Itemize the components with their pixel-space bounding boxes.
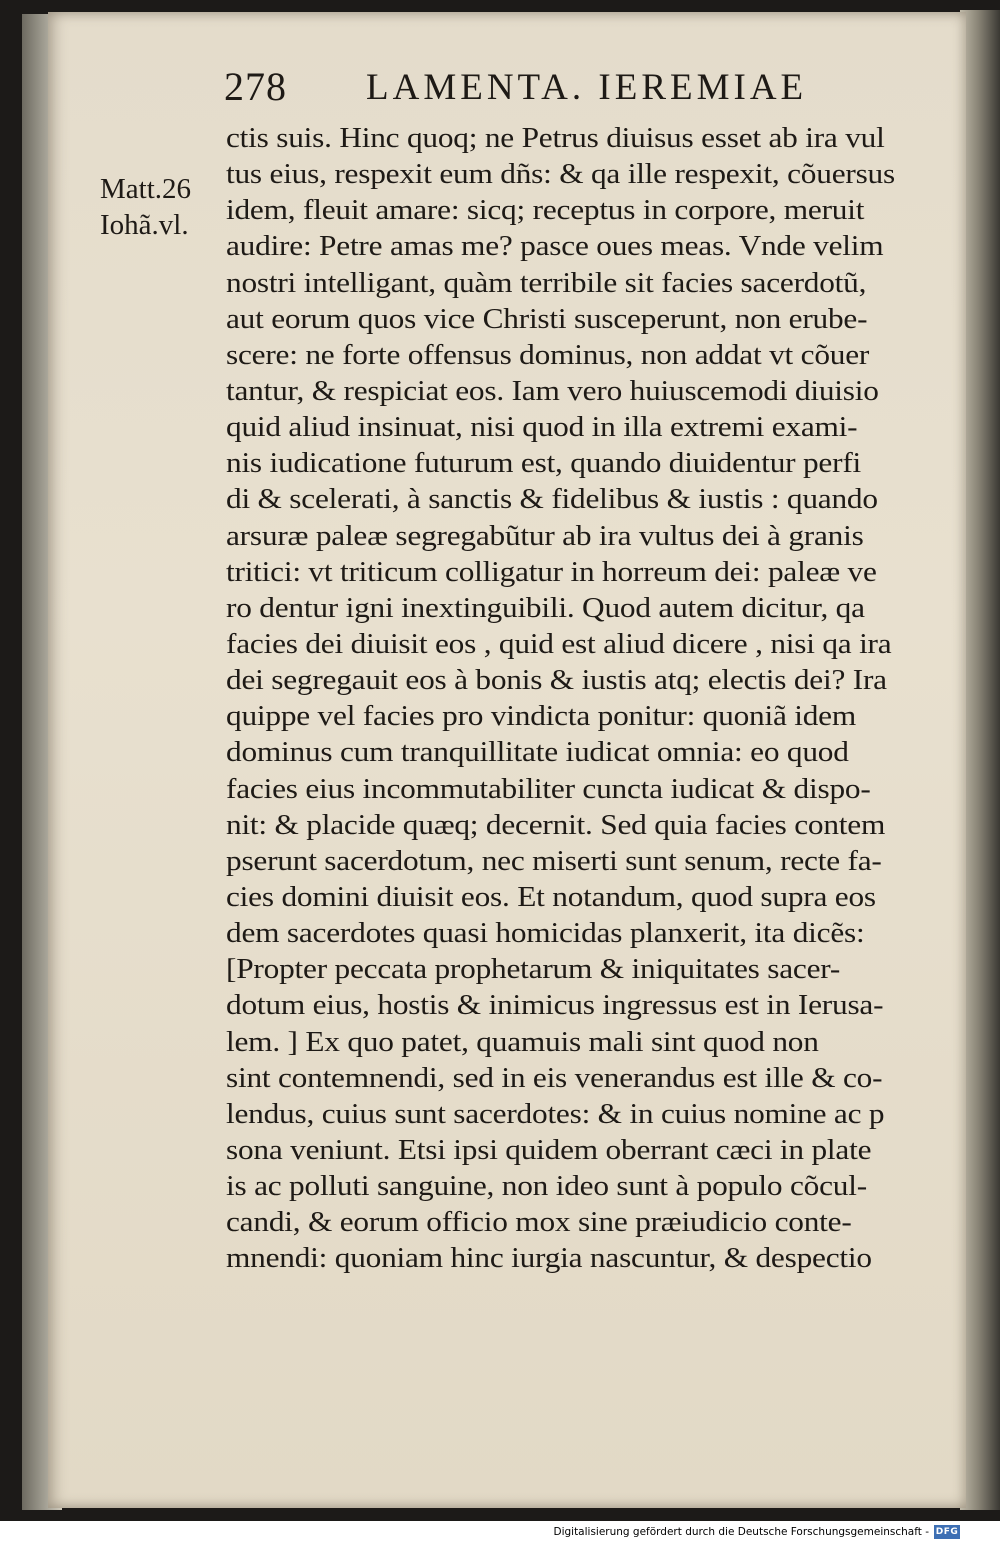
page-edge-right [960, 10, 1000, 1510]
text-line: di & scelerati, à sanctis & fidelibus & iustis : quando [226, 483, 878, 516]
page-number: 278 [224, 64, 287, 109]
text-line: quid aliud insinuat, nisi quod in illa extremi exami- [226, 411, 858, 444]
text-line: scere: ne forte offensus dominus, non addat vt cõuer [226, 338, 870, 371]
dfg-logo[interactable]: DFG [935, 1527, 959, 1537]
text-line: ro dentur igni inextinguibili. Quod autem dicitur, qa [226, 591, 865, 624]
text-line: mnendi: quoniam hinc iurgia nascuntur, & despectio [226, 1242, 872, 1275]
running-head [224, 64, 844, 114]
text-line: lendus, cuius sunt sacerdotes: & in cuius nomine ac p [226, 1097, 885, 1130]
text-line: aut eorum quos vice Christi susceperunt, non erube- [226, 302, 868, 335]
running-head-title: LAMENTA. IEREMIAE [366, 67, 808, 108]
text-line: arsuræ paleæ segregabũtur ab ira vultus dei à granis [226, 519, 864, 552]
body-text [226, 120, 946, 1277]
text-line: quippe vel facies pro vindicta ponitur: quoniã idem [226, 700, 857, 733]
text-line: ctis suis. Hinc quoq; ne Petrus diuisus esset ab ira vul [226, 122, 885, 154]
footer-credit [553, 1524, 960, 1540]
text-line: nis iudicatione futurum est, quando diuidentur perfi [226, 447, 862, 480]
text-line: tus eius, respexit eum dñs: & qa ille respexit, cõuersus [226, 158, 895, 191]
text-line: [Propter peccata prophetarum & iniquitates sacer- [226, 953, 841, 986]
text-line: facies dei diuisit eos , quid est aliud dicere , nisi qa ira [226, 627, 892, 660]
text-line: dei segregauit eos à bonis & iustis atq; electis dei? Ira [226, 664, 887, 697]
margin-note-matthew: Matt.26 [100, 173, 192, 205]
text-line: tantur, & respiciat eos. Iam vero huiuscemodi diuisio [226, 374, 879, 407]
text-line: facies eius incommutabiliter cuncta iudicat & dispo- [226, 772, 871, 805]
text-line: cies domini diuisit eos. Et notandum, quod supra eos [226, 880, 876, 913]
text-line: tritici: vt triticum colligatur in horreum dei: paleæ ve [226, 555, 877, 588]
text-line: dominus cum tranquillitate iudicat omnia: eo quod [226, 736, 849, 769]
text-line: pserunt sacerdotum, nec miserti sunt senum, recte fa- [226, 844, 882, 877]
text-line: idem, fleuit amare: sicq; receptus in corpore, meruit [226, 194, 865, 227]
text-line: lem. ] Ex quo patet, quamuis mali sint quod non [226, 1025, 819, 1058]
funding-credit-text: Digitalisierung gefördert durch die Deutsche Forschungsgemeinschaft - [553, 1526, 929, 1538]
margin-note-john: Iohã.vl. [100, 209, 189, 241]
text-line: audire: Petre amas me? pasce oues meas. Vnde velim [226, 230, 884, 263]
text-line: candi, & eorum officio mox sine præiudicio conte- [226, 1206, 852, 1239]
text-line: nit: & placide quæq; decernit. Sed quia facies contem [226, 808, 886, 841]
text-line: dem sacerdotes quasi homicidas planxerit, ita dicẽs: [226, 917, 865, 950]
text-line: dotum eius, hostis & inimicus ingressus est in Ierusa- [226, 989, 884, 1022]
text-line: nostri intelligant, quàm terribile sit facies sacerdotũ, [226, 266, 867, 299]
text-line: is ac polluti sanguine, non ideo sunt à populo cõcul- [226, 1170, 867, 1203]
text-line: sint contemnendi, sed in eis venerandus est ille & co- [226, 1061, 883, 1094]
text-line: sona veniunt. Etsi ipsi quidem oberrant cæci in plate [226, 1133, 872, 1166]
